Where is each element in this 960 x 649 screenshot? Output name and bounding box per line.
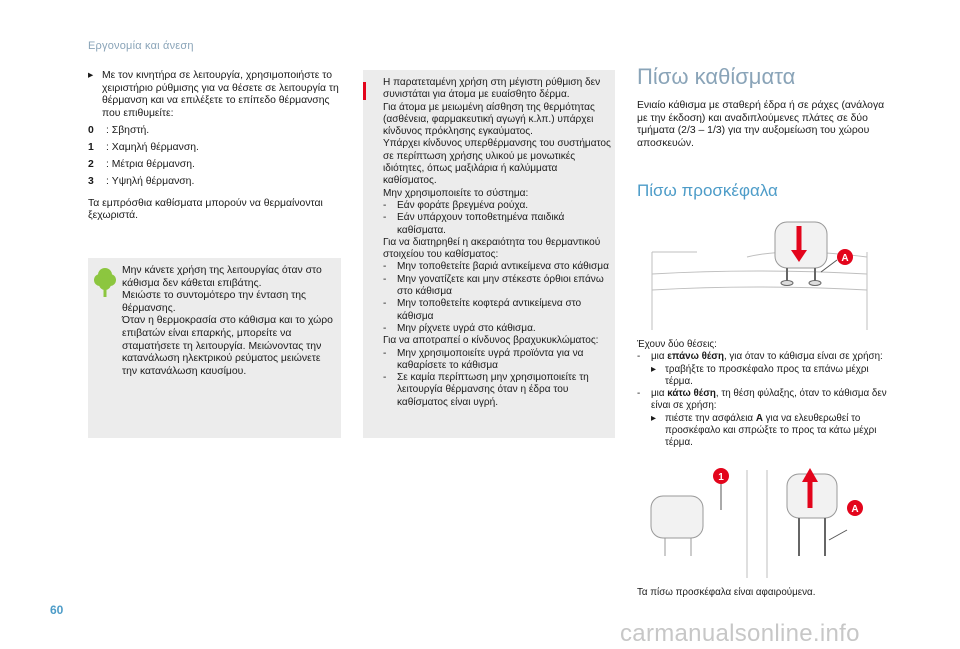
setting-key: 1	[88, 141, 94, 153]
callout-a-label: A	[851, 504, 859, 515]
setting-text: Υψηλή θέρμανση.	[111, 176, 195, 188]
setting-row: 0 : Σβηστή.	[88, 124, 150, 136]
warning-paragraph: Η παρατεταμένη χρήση στη μέγιστη ρύθμιση δεν συνιστάται για άτομα με ευαίσθητο δέρμα.	[383, 77, 601, 101]
heating-instructions	[88, 70, 343, 223]
watermark: carmanualsonline.info	[620, 620, 860, 647]
warning-list-item: - Σε καμία περίπτωση μην χρησιμοποιείτε τη λειτουργία θέρμανσης όταν η έδρα του καθίσματος είναι υγρή.	[383, 372, 589, 408]
warning-list-item: - Εάν υπάρχουν τοποθετημένα παιδικά καθίσματα.	[383, 212, 565, 236]
setting-key: 3	[88, 176, 94, 188]
position-item: - μια επάνω θέση, για όταν το κάθισμα είναι σε χρήση:	[637, 351, 883, 363]
warning-list-item: - Μην τοποθετείτε βαριά αντικείμενα στο κάθισμα	[383, 261, 609, 273]
setting-key: 2	[88, 159, 94, 171]
page-title: Πίσω καθίσματα	[637, 64, 796, 89]
callout-1-label: 1	[718, 472, 724, 483]
eco-tip-box	[88, 258, 341, 438]
warning-box	[363, 70, 615, 438]
section-header: Εργονομία και άνεση	[88, 40, 194, 52]
page-number: 60	[50, 603, 64, 617]
position-step: ▸ πιέστε την ασφάλεια A για να ελευθερωθεί το προσκέφαλο και σπρώξτε το προς τα κάτω μέχρι τέρμα.	[651, 412, 877, 449]
setting-text: Χαμηλή θέρμανση.	[111, 141, 199, 153]
warning-paragraph: Υπάρχει κίνδυνος υπερθέρμανσης του συστήματος σε περίπτωση χρήσης υλικού με μονωτικές ιδιότητες, όπως μαξιλάρια ή καλύμματα καθίσματος.	[383, 138, 611, 187]
positions-intro: Έχουν δύο θέσεις:	[637, 339, 717, 350]
warning-marker-icon	[363, 82, 366, 100]
headrest-raised-illustration	[637, 212, 882, 332]
warning-paragraph: Για άτομα με μειωμένη αίσθηση της θερμότητας (ασθένεια, φαρμακευτική αγωγή κ.λπ.) υπάρχει κίνδυνος πρόκλησης εγκαύματος.	[383, 101, 595, 138]
warning-list-item: - Μην γονατίζετε και μην στέκεστε όρθιοι επάνω στο κάθισμα	[383, 273, 604, 298]
warning-text	[383, 77, 611, 409]
warning-list-item: - Εάν φοράτε βρεγμένα ρούχα.	[383, 199, 529, 211]
warning-list-item: - Μην ρίχνετε υγρά στο κάθισμα.	[383, 322, 536, 334]
headrest-removal-illustration	[637, 460, 882, 580]
warning-list-item: - Μην χρησιμοποιείτε υγρά προϊόντα για να καθαρίσετε το κάθισμα	[383, 347, 584, 371]
warning-paragraph: Μην χρησιμοποιείτε το σύστημα:	[383, 187, 529, 199]
position-item: - μια κάτω θέση, τη θέση φύλαξης, όταν το κάθισμα δεν είναι σε χρήση:	[637, 388, 887, 412]
figure-caption: Τα πίσω προσκέφαλα είναι αφαιρούμενα.	[637, 587, 816, 598]
eco-tip-text	[122, 265, 334, 378]
rear-seats-intro: Ενιαίο κάθισμα με σταθερή έδρα ή σε ράχες (ανάλογα με την έκδοση) και αναδιπλούμενες πλάτες σε δύο τμήματα (2/3 – 1/3) για την αυξομείωση του χώρου αποσκευών.	[637, 100, 885, 149]
warning-list-item: - Μην τοποθετείτε κοφτερά αντικείμενα στο κάθισμα	[383, 298, 582, 322]
positions-text	[637, 339, 887, 450]
heating-intro: Με τον κινητήρα σε λειτουργία, χρησιμοποιήστε το χειριστήριο ρύθμισης για να θέσετε σε λειτουργία τη θέρμανση και να επιλέξετε το επίπεδο θέρμανσης που επιθυμείτε:	[102, 70, 339, 119]
eco-tree-icon	[94, 266, 116, 298]
position-step: ▸ τραβήξτε το προσκέφαλο προς τα επάνω μέχρι τέρμα.	[651, 363, 869, 387]
setting-row: 3 : Υψηλή θέρμανση.	[88, 176, 195, 188]
eco-line: Μειώστε το συντομότερο την ένταση της θέρμανσης.	[122, 290, 307, 314]
warning-paragraph: Για να αποτραπεί ο κίνδυνος βραχυκυκλώματος:	[383, 335, 599, 347]
setting-row: 1 : Χαμηλή θέρμανση.	[88, 141, 199, 153]
warning-paragraph: Για να διατηρηθεί η ακεραιότητα του θερμαντικού στοιχείου του καθίσματος:	[383, 236, 601, 261]
setting-key: 0	[88, 124, 94, 136]
setting-text: Μέτρια θέρμανση.	[111, 159, 195, 171]
section-title: Πίσω προσκέφαλα	[637, 181, 778, 200]
eco-line: Όταν η θερμοκρασία στο κάθισμα και το χώρο επιβατών είναι επαρκής, μπορείτε να σταματήσετε τη λειτουργία. Μειώνοντας την κατανάλωση ηλεκτρικού ρεύματος μειώνετε την κατανάλωση καυσίμου.	[122, 315, 333, 377]
setting-text: Σβηστή.	[111, 124, 150, 136]
callout-a-label: A	[841, 253, 849, 264]
step-arrow-icon: ▸	[88, 70, 94, 81]
separate-heating-note: Τα εμπρόσθια καθίσματα μπορούν να θερμαίνονται ξεχωριστά.	[88, 197, 323, 222]
setting-row: 2 : Μέτρια θέρμανση.	[88, 159, 195, 171]
eco-line: Μην κάνετε χρήση της λειτουργίας όταν στο κάθισμα δεν κάθεται επιβάτης.	[122, 265, 322, 289]
